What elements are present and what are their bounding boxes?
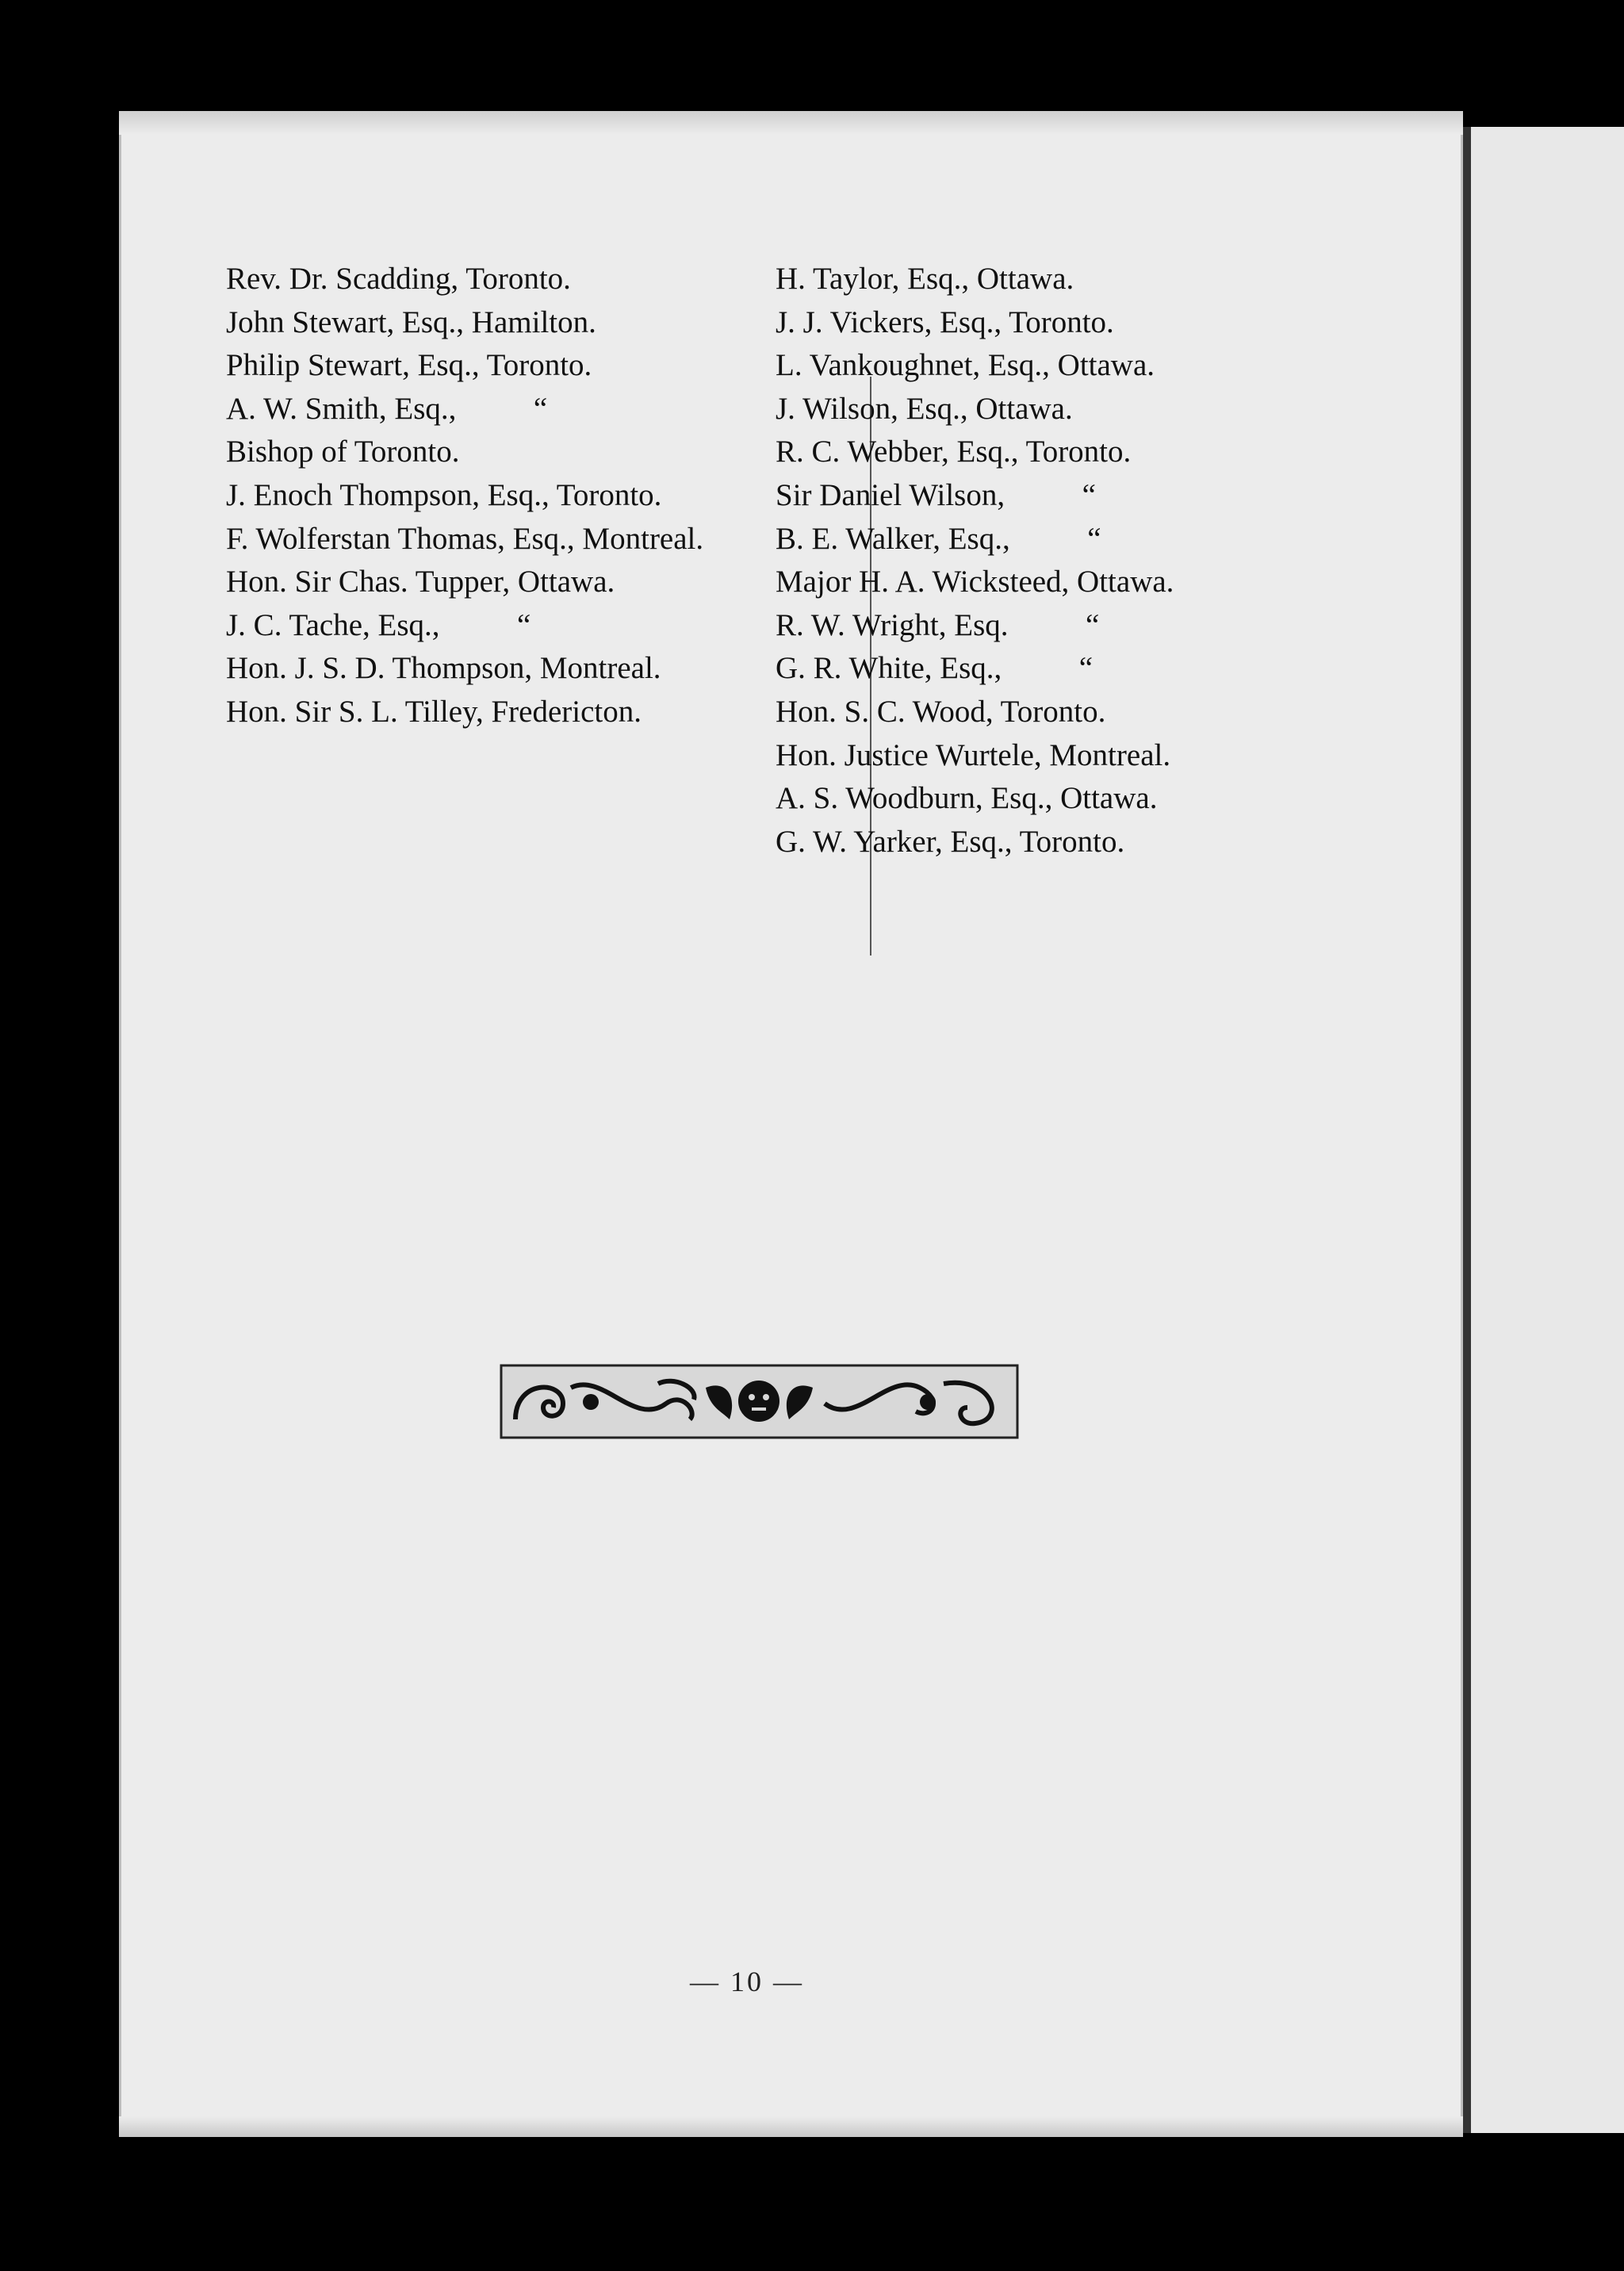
list-item: B. E. Walker, Esq., “ [776,521,1101,556]
list-item: Hon. S. C. Wood, Toronto. [776,694,1106,729]
list-item: Bishop of Toronto. [226,435,460,469]
adjacent-page-edge [1463,127,1624,2133]
page-number: — 10 — [690,1966,804,1997]
list-item: G. W. Yarker, Esq., Toronto. [776,824,1125,859]
list-item: Hon. Sir S. L. Tilley, Fredericton. [226,694,642,729]
list-item: A. S. Woodburn, Esq., Ottawa. [776,781,1158,816]
list-item: J. C. Tache, Esq., “ [226,607,531,642]
list-item: Hon. Sir Chas. Tupper, Ottawa. [226,565,615,599]
right-column [776,258,1303,864]
list-item: Rev. Dr. Scadding, Toronto. [226,262,571,296]
list-item: J. Enoch Thompson, Esq., Toronto. [226,477,662,512]
list-item: F. Wolferstan Thomas, Esq., Montreal. [226,521,704,556]
scroll-ornament-icon [500,1364,1019,1439]
list-item: H. Taylor, Esq., Ottawa. [776,262,1074,296]
list-item: R. W. Wright, Esq. “ [776,607,1100,642]
list-item: John Stewart, Esq., Hamilton. [226,304,596,339]
list-item: J. J. Vickers, Esq., Toronto. [776,304,1114,339]
list-item: Sir Daniel Wilson, “ [776,477,1096,512]
list-item: G. R. White, Esq., “ [776,651,1094,686]
left-column [226,258,733,734]
list-item: R. C. Webber, Esq., Toronto. [776,435,1132,469]
list-item: L. Vankoughnet, Esq., Ottawa. [776,348,1155,383]
list-item: Philip Stewart, Esq., Toronto. [226,348,592,383]
list-item: A. W. Smith, Esq., “ [226,391,548,426]
list-item: Hon. J. S. D. Thompson, Montreal. [226,651,661,686]
list-item: Hon. Justice Wurtele, Montreal. [776,737,1171,772]
list-item: Major H. A. Wicksteed, Ottawa. [776,565,1174,599]
list-item: J. Wilson, Esq., Ottawa. [776,391,1073,426]
